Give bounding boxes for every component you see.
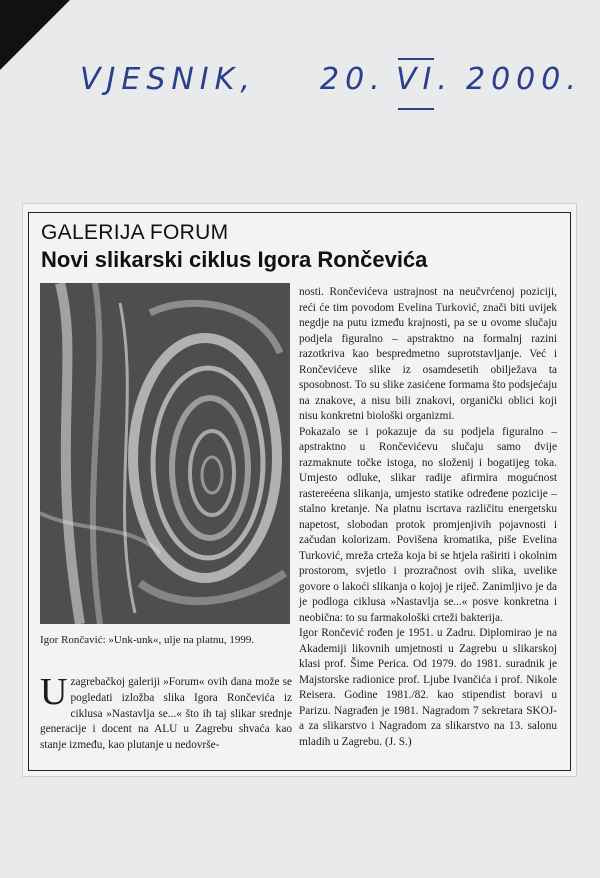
handwritten-publication: VJESNIK, (80, 62, 256, 97)
black-corner-tab (0, 0, 70, 70)
article-paragraph: nosti. Rončevićeva ustrajnost na neučvrćenoj poziciji, reći će tim povodom Evelina Turković, znači biti uvijek negdje na putu između krajnosti, pa se u ovome slučaju podjela figuralno – apstraktno na formalnj razini razotkriva kao bespredmetno suprotstavljanje. Već i Rončevićeve slike iz osamdesetih obilježava ta sposobnost. To su slike zasićene formama što podsjećaju na znakove, a nisu bili znakovi, organički oblici koji nisu konkretni biološki organizmi. (299, 286, 557, 422)
month-overline (398, 58, 434, 60)
handwritten-annotation (80, 62, 580, 122)
article-headline: Novi slikarski ciklus Igora Rončevića (41, 247, 428, 272)
handwritten-year: 2000. (466, 62, 582, 97)
newspaper-clipping (22, 203, 577, 777)
handwritten-day: 20. (320, 62, 386, 97)
month-underline (398, 108, 434, 110)
article-paragraph: Igor Rončević rođen je 1951. u Zadru. Diplomirao je na Akademiji likovnih umjetnosti u Zagrebu u slikarskoj klasi prof. Šime Perica. Od 1979. do 1981. suradnik je Majstorske radionice prof. Ljube Ivančića i prof. Nikole Reisera. Godine 1981./82. kao stipendist boravi u Parizu. Nagrađen je 1981. Nagradom 7 sekretara SKOJ-a za slikarstvo i Nagradom za slikarstvo na 13. salonu mladih u Zagrebu. (J. S.) (299, 627, 557, 748)
dropcap-letter: U (40, 671, 68, 713)
article-body-left-column (40, 671, 292, 754)
photo-caption: Igor Rončavić: »Unk-unk«, ulje na platnu, 1999. (40, 634, 255, 646)
article-frame (28, 212, 571, 771)
article-body-left-text: zagrebačkoj galeriji »Forum« ovih dana može se pogledati izložba slika Igora Rončevića iz ciklusa »Nastavlja se...« što ih taj slikar srednje generacije i docent na ALU u Zagrebu shvaća kao stanje između, kao plutanje u nedovrše- (40, 676, 292, 752)
article-body-right-column (299, 285, 557, 750)
article-paragraph: Pokazalo se i pokazuje da su podjela figuralno – apstraktno u Rončevićevu slučaju samo dvije razmaknute točke istoga, no složenij i bogatijeg toka. Umjesto odluke, slikar radije afirmira mogućnost rastereéena slikanja, umjesto statike određene pozicije – stalno kretanje. Na platnu iscrtava različitu energetsku napetost, slobodan protok promjenjivih pojavnosti i začudan kolorizam. Povišena kromatika, piše Evelina Turković, mreža crteža koja bi se htjela raširiti i okolnim prostorom, svjetlo i prozračnost ovih slika, uvelike govore o lakoći slikanja o kojoj je riječ. Zanimljivo je da je podloga ciklusa »Nastavlja se...« posve konkretna i neobična: to su farmakološki crteži bakterija. (299, 425, 557, 624)
painting-photo (40, 283, 290, 624)
article-kicker: GALERIJA FORUM (41, 221, 229, 244)
handwritten-month: VI. (396, 62, 453, 97)
abstract-painting-image (40, 283, 290, 624)
